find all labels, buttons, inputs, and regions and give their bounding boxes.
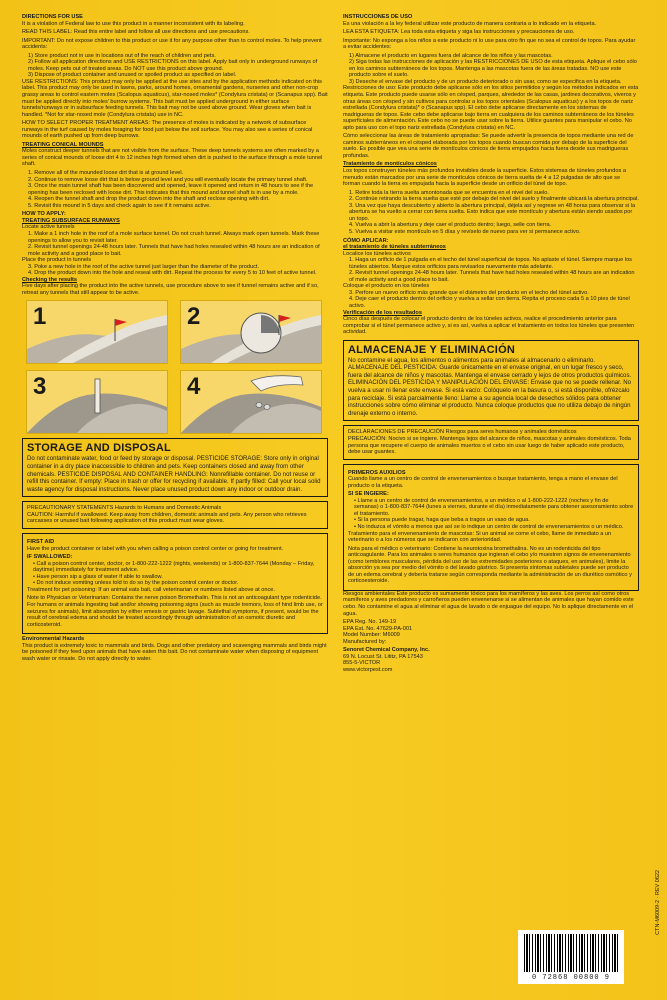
almacenaje-title: ALMACENAJE Y ELIMINACIÓN [348,343,515,356]
primeros-body: Cuando llame a un centro de control de envenenamientos o busque tratamiento, tenga a mano el envase del producto o la etiqueta. [348,476,618,489]
precautionary-box [22,501,328,529]
swallowed-item: • Do not induce vomiting unless told to do so by the poison control center or doctor. [33,580,239,587]
diagram-number: 1 [33,303,47,331]
company-website: www.victorpest.com [343,666,393,673]
como-aplicar: CÓMO APLICAR: [343,237,389,244]
importante-item: 1) Almacene el producto en lugares fuera del alcance de los niños y las mascotas. [349,52,553,59]
tratamiento-step: 4. Vuelva a abrir la abertura y deje caer el producto dentro; luego, selle con tierra. [349,222,552,229]
if-swallowed: IF SWALLOWED: [27,554,73,561]
localice: Localice los túneles activos [343,250,411,257]
read-label: READ THIS LABEL: Read this entire label and follow all use directions and use precautions. [22,29,250,36]
important-list [22,53,328,79]
company-name: Senoret Chemical Company, Inc. [343,647,430,654]
tratamiento-title: Tratamiento de montículos cónicos [343,161,437,168]
tunnel-flag-clock-illustration [181,301,321,363]
side-code: CTN-M6009-2 · REV 0622 [655,870,661,935]
importante-item: 3) Deseche el envase del producto y de un producto deteriorado o sin usar, como se especifica en la etiqueta. [349,78,622,85]
coloque-steps [343,290,639,310]
mounds-step: 1. Remove all of the mounded loose dirt that is at ground level. [28,170,184,177]
diagram-number: 4 [187,373,201,401]
treating-mounds-title: TREATING CONICAL MOUNDS [22,141,104,148]
primeros-title: PRIMEROS AUXILIOS [348,469,406,476]
registration-info [343,619,503,673]
select-areas: HOW TO SELECT PROPER TREATMENT AREAS: The presence of moles is indicated by a network of subsurface runways in the turf caused by moles foraging for food just below the soil surface. You may also see a series of conical mounds of earth pushed up from deep burrows. [22,120,313,140]
mounds-steps [22,170,328,209]
important-item: 1) Store product not in use in locations out of the reach of children and pets. [28,52,216,59]
primeros-auxilios-box [343,464,639,591]
place-step: 3. Poke a new hole in the roof of the active tunnel just larger than the diameter of the product. [28,263,260,270]
model-number: Model Number: M6009 [343,632,400,639]
mascotas-text: Tratamiento para el envenenamiento de mascotas: Si un animal se come el cebo, llame de inmediato a un veterinario o a los números que se indicaron con anterioridad. [348,530,612,544]
almacenaje-body: No contamine el agua, los alimentos o alimentos para animales al almacenarlo o eliminarlo. ALMACENAJE DEL PESTICIDA: Guarde únicamente en el envase original, en un lugar fresco y seco, fuera del alcance de niños y mascotas. Mantenga el envase cerrado y lejos de otros productos químicos. ELIMINACIÓN DEL PESTICIDA Y MANIPULACIÓN DEL ENVASE: Envase que no se puede rellenar. No vuelva a usar ni llenar este envase. Si está vacío: Colóquelo en la basura o, si está disponible, ofrézcalo para reciclaje. Si está parcialmente lleno: Llame a su agencia local de desechos sólidos para obtener instrucciones sobre cómo eliminar el producto. Nunca coloque productos que no utiliza debajo de ningún drenaje externo o interno. [348,356,632,417]
tratamiento-step: 2. Continúe retirando la tierra suelta que esté por debajo del nivel del suelo y finalmente ubicará la abertura principal. [349,196,639,203]
note-physician: Note to Physician or Veterinarian: Contains the nerve poison Bromethalin. This is not an anticoagulant type rodenticide. For humans or animals ingesting bait and/or showing poisoning signs (such as muscle tremors, loss of hind limb use, or seizures for animals), limit absorption by either emesis or gastric lavage. Sublethal symptoms, if present, would be the result of cerebral edema and should be treated accordingly through administration of an osmotic diuretic and corticosteroid. [27,595,323,628]
epa-reg: EPA Reg. No. 149-19 [343,619,397,626]
mound-poke-illustration [27,371,167,433]
first-aid-box [22,533,328,634]
caution-text: CAUTION: Harmful if swallowed. Keep away from children, domestic animals and pets. Any person who retrieves carcasses or unused bait following application of this product must wear gloves. [27,511,307,525]
tratamiento-body: Los topos construyen túneles más profundos invisibles desde la superficie. Estos sistemas de túneles profundos a menudo están marcados por una serie de montículos cónicos de tierra suelta de 4 a 12 pulgadas de alto que se forman cuando la tierra es empujada hacia la superficie desde un orificio del túnel de topo. [343,168,626,188]
diagram-panel-3 [26,370,168,434]
locate-step: 2. Revisit tunnel openings 24-48 hours later. Tunnels that have had holes resealed within 48 hours are an indication of mole activity and a good place to bait. [28,244,320,257]
diagram-panel-1 [26,300,168,364]
company-address: 69 N. Locust St. Lititz, PA 17543 [343,653,423,660]
instrucciones-title: INSTRUCCIONES DE USO [343,14,413,20]
si-ingiere: SI SE INGIERE: [348,491,389,498]
tratamiento-steps [343,190,639,236]
use-restrictions: USE RESTRICTIONS: This product may only be applied at the use sites and by the application methods indicated on this label. This product may only be used in lawns, parks, around homes, ornamental gardens, nurseries and other non-crop grassy areas to control eastern moles (Scalopus aquaticus), star-nosed moles* (Condylura cristata) or (Scanapus spp). Bait must be applied directly into moles' burrow systems. This bait must be applied underground in either surface tunnels/runways or in subsurface feeding tunnels. This bait may not be used above ground. Wear gloves when bait is handled. *Not for star-nosed mole (Condylura cristata) use in NC. [22,78,328,118]
locate-tunnels: Locate active tunnels [22,224,75,231]
importante-item: 2) Siga todas las instrucciones de aplicación y las RESTRICCIONES DE USO de esta etiqueta. Aplique el cebo sólo en los caminos subterráneos de los topos. Mantenga a las mascotas fuera de las áreas tratadas. NO use este producto sobre el suelo. [349,59,637,79]
diagram-panel-2 [180,300,322,364]
how-to-apply: HOW TO APPLY: [22,211,66,218]
declaraciones-title: DECLARACIONES DE PRECAUCIÓN Riesgos para seres humanos y animales domésticos [348,429,577,436]
environmental-body: This product is extremely toxic to mammals and birds. Dogs and other predatory and scavenging mammals and birds might be poisoned if they feed upon animals that have eaten this bait. Do not contaminate water when disposing of equipment wash water or rinsate. Do not apply directly to water. [22,642,327,662]
instruction-diagrams [26,300,328,434]
swallowed-list [27,561,323,587]
seleccionar-areas: Cómo seleccionar las áreas de tratamiento apropiadas: Se puede advertir la presencia de topos mediante una red de caminos subterráneos en el césped elaborada por los topos cuando buscan comida por debajo de la superficie del suelo. Es posible que vea una serie de montículos cónicos de tierra empujados hacia fuera desde sus madrigueras profundas. [343,133,634,159]
spanish-column [343,12,639,674]
nota-medico: Nota para el médico o veterinario: Contiene la neurotoxina bromethalina. No es un rodenticida del tipo anticoagulante. Para los animales o seres humanos que ingieran el cebo y/o muestren signos de envenenamiento (como temblores musculares, pérdida del uso de las extremidades posteriores o ataques, en animales), limite la absorción ya sea por medio del vómito o del lavado gástrico. Si presenta síntomas subletales puede ser producto de un edema cerebral y debería tratarse según corresponda mediante la administración de un diurético osmótico y corticoesteroide. [348,545,632,585]
precaucion-text: PRECAUCIÓN: Nocivo si se ingiere. Mantenga lejos del alcance de niños, mascotas y animales domésticos. Toda persona que recupere el cuerpo de animales muertos o el cebo sin usar luego de haber aplicado este producto, debe usar guantes. [348,436,631,456]
tunnel-flag-illustration [27,301,167,363]
english-column [22,12,328,664]
company-phone: 855-5-VICTOR [343,660,381,667]
checking-body: Five days after placing the product into the active tunnels, use procedure above to see if tunnel remains active and if so, retreat any tunnels that still appear to be active. [22,283,319,296]
riesgos-ambientales: Riesgos ambientales Este producto es sumamente tóxico para los mamíferos y las aves. Los perros así como otros mamíferos y aves predadores y carroñeros pueden envenenarse si se alimentan de animales que hayan comido este cebo. No contamine el agua al eliminar el agua de lavado o de enjuague del equipo. No lo aplique directamente en el agua. [343,590,634,617]
drop-product-illustration [181,371,321,433]
place-step: 4. Drop the product down into the hole and reseal with dirt. Repeat the process for every 5 to 10 feet of active tunnel. [28,270,317,277]
checking-results: Checking the results [22,276,78,283]
first-aid-title: FIRST AID [27,539,55,546]
epa-est: EPA Est. No. 47629-PA-001 [343,625,413,632]
storage-body: Do not contaminate water, food or feed by storage or disposal. PESTICIDE STORAGE: Store only in original container in a dry place inaccessible to children and pets. Keep containers closed and away from other chemicals. PESTICIDE DISPOSAL AND CONTAINER HANDLING: Nonrefillable container. Do not reuse or refill this container. If empty: Place in trash or offer for recycling if available. If partly filled: Call your local solid waste agency for disposal instructions. Never place unused product down any indoor or outdoor drain. [27,455,321,493]
precautionary-title: PRECAUTIONARY STATEMENTS Hazards to Humans and Domestic Animals [27,505,222,512]
ingiere-list [348,498,634,531]
barcode-number: 0 72868 00800 9 [531,974,610,982]
upc-barcode [518,930,624,984]
coloque-step: 3. Perfore un nuevo orificio más grande que el diámetro del producto en el techo del túnel activo. [349,289,589,296]
ingiere-item: • Llame a un centro de control de envenenamientos, a un médico o al 1-800-222-1222 (noches y fin de semanas) o 1-800-837-7644 (lunes a viernes, durante el día) inmediatamente para obtener asesoramiento sobre el tratamiento. [354,497,634,517]
treating-mounds-body: Moles construct deeper tunnels that are not visible from the surface. These deep tunnels systems are often marked by a series of conical mounds of loose dirt 4 to 12 inches high formed when dirt is pushed to the surface through a mole tunnel shaft. [22,148,323,168]
place-product: Place the product in tunnels [22,257,92,264]
restricciones: Restricciones de uso: Este producto debe aplicarse sólo en los sitios permitidos y según los métodos indicados en esta etiqueta. Este producto puede usarse sólo en césped, parques, alrededor de las casas, jardines decorativos, viveros y otras áreas con césped y sin cultivos para controlar a los topos orientales (Scalopus aquaticus) y a los topos de nariz estrellada (Condylura cristata)* o (Scanapus spp). El cebo debe aplicarse directamente en los sistemas de madrigueras de topos. Este cebo debe aplicarse bajo tierra en cualquiera de los caminos subterráneos de los túneles superficiales de alimentación. Este cebo no se puede usar sobre la tierra. Utilice guantes para manipular el cebo. No apto para uso con el topo nariz estrellada (Condylura cristata) en NC. [343,85,639,131]
directions-body: It is a violation of Federal law to use this product in a manner inconsistent with its labeling. [22,20,245,27]
storage-disposal-box [22,438,328,497]
tratamiento-tuneles: el tratamiento de túneles subterráneos [343,244,446,251]
important-text: IMPORTANT: Do not expose children to this product or use it for any purpose other than to control moles. To help prevent accidents: [22,37,322,51]
important-item: 2) Follow all application directions and USE RESTRICTIONS on this label. Apply bait only in underground runways of moles. Keep pets out of treated areas. Do NOT use this product above ground. [28,59,318,72]
place-steps [22,264,328,277]
verificacion-title: Verificación de los resultados [343,309,422,316]
lea-etiqueta: LEA ESTA ETIQUETA: Lea toda esta etiqueta y siga las instrucciones y precauciones de uso. [343,29,575,36]
locate-steps [22,231,328,257]
importante-list [343,53,639,86]
environmental-title: Environmental Hazards [22,636,85,643]
coloque: Coloque el producto en los túneles [343,283,430,290]
localice-step: 2. Revisit tunnel openings 24-48 hours later. Tunnels that have had holes resealed within 48 hours are an indication of mole activity and a good place to bait. [349,270,635,283]
locate-step: 1. Make a 1 inch hole in the roof of a mole surface tunnel. Do not crush tunnel. Always mark open tunnels. Mark these openings to allow you to revisit later. [28,230,320,244]
ingiere-item: • No induzca el vómito a menos que así se lo indique un centro de control de envenenamientos o un médico. [354,524,624,531]
declaraciones-box [343,425,639,459]
tratamiento-step: 1. Retire toda la tierra suelta amontonada que se encuentra en el nivel del suelo. [349,189,549,196]
almacenaje-box [343,340,639,422]
treating-runways: TREATING SUBSURFACE RUNWAYS [22,217,120,224]
mounds-step: 2. Continue to remove loose dirt that is below ground level and you will eventually locate the primary tunnel shaft. [28,176,308,183]
diagram-number: 3 [33,373,47,401]
manufactured-by: Manufactured by: [343,638,387,645]
instrucciones-body: Es una violación a la ley federal utilizar este producto de manera contraria a lo indicado en la etiqueta. [343,20,597,27]
swallowed-item: • Have person sip a glass of water if able to swallow. [33,573,163,580]
diagram-number: 2 [187,303,201,331]
localice-step: 1. Haga un orificio de 1 pulgada en el techo del túnel superficial de topos. No aplaste el túnel. Siempre marque los túneles abiertos. Marque estos orificios para revisarlos nuevamente más adelante. [349,257,632,270]
swallowed-item: • Call a poison control center, doctor, or 1-800-222-1222 (nights, weekends) or 1-800-837-7644 (Monday – Friday, daytime) immediately for treatment advice. [33,560,315,574]
ingiere-item: • Si la persona puede tragar, haga que beba a tragos un vaso de agua. [354,517,530,524]
importante-text: Importante: No exponga a los niños a este producto ni lo use para otro fin que no sea el control de topos. Para ayudar a evitar accidentes: [343,37,636,51]
tratamiento-step: 5. Vuelva a visitar este montículo en 5 días y revíselo de nuevo para ver si permanece activo. [349,228,581,235]
diagram-panel-4 [180,370,322,434]
coloque-step: 4. Deje caer el producto dentro del orificio y vuelva a sellar con tierra. Repita el proceso cada 5 a 10 pies de túnel activo. [349,296,630,309]
localice-steps [343,257,639,283]
mounds-step: 5. Revisit this mound in 5 days and check again to see if it remains active. [28,202,211,209]
verificacion-body: Cinco días después de colocar el producto dentro de los túneles activos, realice el procedimiento anterior para comprobar si el túnel permanece activo y, si es así, vuelva a aplicar el tratamiento en todos los túneles que presenten actividad. [343,316,635,336]
storage-title: STORAGE AND DISPOSAL [27,442,171,455]
important-item: 3) Dispose of product container and unused or spoiled product as specified on label. [28,72,237,79]
mounds-step: 4. Reopen the tunnel shaft and drop the product down into the shaft and reclose opening with dirt. [28,196,270,203]
barcode-bars [524,934,618,972]
tratamiento-step: 3. Una vez que haya descubierto y abierto la abertura principal, déjela así y regrese en 48 horas para observar si la abertura se ha vuelto a cerrar con tierra suelta. Esto indica que este montículo y abertura están siendo usados por un topo. [349,202,636,222]
directions-title: DIRECTIONS FOR USE [22,14,83,20]
pets-treatment: Treatment for pet poisoning: If an animal eats bait, call veterinarian or numbers listed above at once. [27,586,275,593]
mounds-step: 3. Once the main tunnel shaft has been discovered and opened, leave it opened and return in 48 hours to see if the opening has been reclosed with loose dirt. This indicates that this mound and tunnel shaft is in use by a mole. [28,183,314,196]
first-aid-body: Have the product container or label with you when calling a poison control center or going for treatment. [27,545,284,552]
